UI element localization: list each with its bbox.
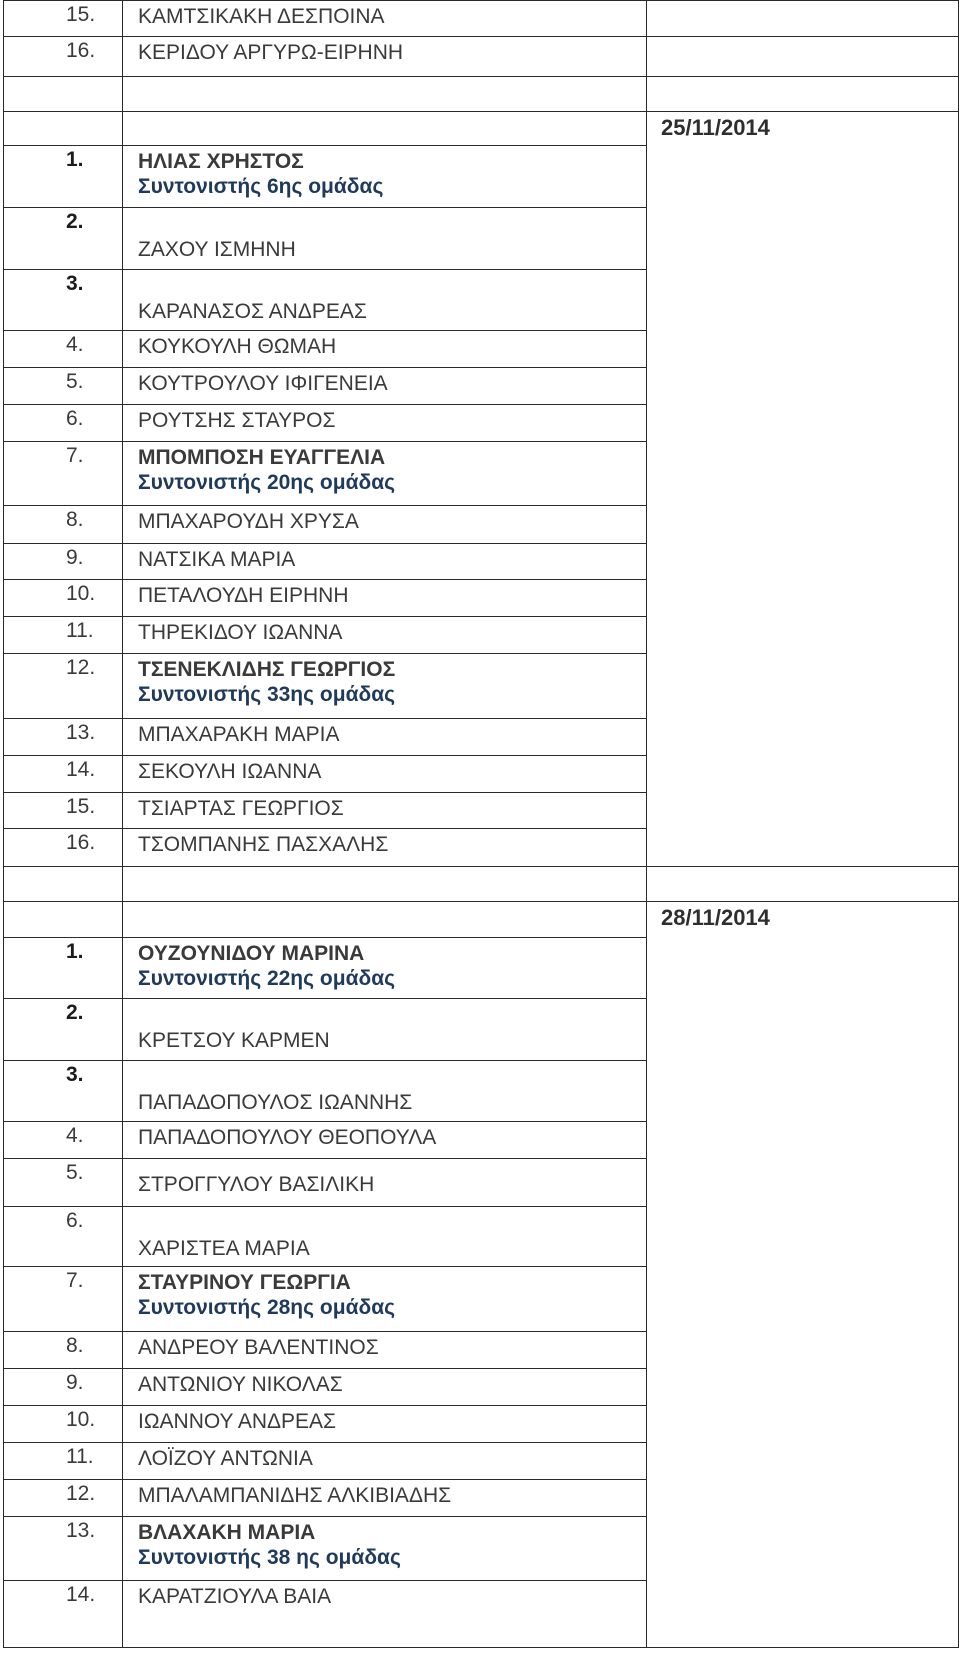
- date-cell: [647, 112, 959, 867]
- participant-name: [123, 902, 646, 906]
- row-number-cell: [4, 756, 123, 793]
- row-number: [4, 77, 122, 79]
- participants-table-body: [4, 1, 959, 1648]
- coordinator-label: Συντονιστής 33ης ομάδας: [138, 683, 396, 706]
- participant-name: ΚΟΥΚΟΥΛΗ ΘΩΜΑΗ: [138, 335, 337, 358]
- row-number-cell: [4, 1517, 123, 1581]
- row-number: 4.: [66, 1124, 84, 1147]
- participant-name: ΗΛΙΑΣ ΧΡΗΣΤΟΣ: [138, 150, 304, 173]
- participant-name: ΧΑΡΙΣΤΕΑ ΜΑΡΙΑ: [138, 1237, 310, 1260]
- table-row: [4, 77, 959, 112]
- participant-name: ΙΩΑΝΝΟΥ ΑΝΔΡΕΑΣ: [138, 1410, 337, 1433]
- participant-name: ΡΟΥΤΣΗΣ ΣΤΑΥΡΟΣ: [138, 409, 336, 432]
- row-number-cell: [4, 1332, 123, 1369]
- row-number: 1.: [66, 148, 84, 171]
- participant-name: ΤΗΡΕΚΙΔΟΥ ΙΩΑΝΝΑ: [138, 621, 343, 644]
- name-cell: [123, 1159, 647, 1207]
- participant-name: ΠΑΠΑΔΟΠΟΥΛΟΥ ΘΕΟΠΟΥΛΑ: [138, 1126, 437, 1149]
- date-cell: [647, 1, 959, 37]
- name-cell: [123, 1207, 647, 1267]
- participant-name: ΚΑΜΤΣΙΚΑΚΗ ΔΕΣΠΟΙΝΑ: [138, 5, 385, 28]
- row-number-cell: [4, 77, 123, 112]
- coordinator-label: Συντονιστής 20ης ομάδας: [138, 471, 396, 494]
- participant-name: ΒΛΑΧΑΚΗ ΜΑΡΙΑ: [138, 1521, 316, 1544]
- row-number-cell: [4, 1267, 123, 1332]
- row-number: 4.: [66, 333, 84, 356]
- row-number-cell: [4, 506, 123, 544]
- name-cell: [123, 544, 647, 580]
- name-cell: [123, 902, 647, 938]
- name-cell: [123, 1369, 647, 1406]
- name-cell: [123, 1517, 647, 1581]
- row-number: 10.: [66, 582, 96, 605]
- row-number-cell: [4, 867, 123, 902]
- name-cell: [123, 719, 647, 756]
- row-number-cell: [4, 719, 123, 756]
- row-number: 2.: [66, 210, 84, 233]
- row-number: 12.: [66, 1482, 96, 1505]
- name-cell: [123, 1332, 647, 1369]
- participants-table: [3, 0, 959, 1648]
- name-cell: [123, 442, 647, 506]
- coordinator-label: Συντονιστής 38 ης ομάδας: [138, 1546, 401, 1569]
- row-number-cell: [4, 331, 123, 368]
- participant-name: ΚΕΡΙΔΟΥ ΑΡΓΥΡΩ-ΕΙΡΗΝΗ: [138, 41, 404, 64]
- name-cell: [123, 208, 647, 270]
- row-number-cell: [4, 442, 123, 506]
- name-cell: [123, 1122, 647, 1159]
- row-number: 3.: [66, 1063, 84, 1086]
- row-number: 7.: [66, 444, 84, 467]
- row-number: 14.: [66, 1583, 96, 1606]
- participant-name: ΑΝΔΡΕΟΥ ΒΑΛΕΝΤΙΝΟΣ: [138, 1336, 379, 1359]
- row-number: 13.: [66, 721, 96, 744]
- name-cell: [123, 368, 647, 405]
- row-number: 2.: [66, 1001, 84, 1024]
- name-cell: [123, 1443, 647, 1480]
- date-cell: [647, 77, 959, 112]
- row-number: [4, 902, 122, 904]
- row-number-cell: [4, 405, 123, 442]
- name-cell: [123, 867, 647, 902]
- name-cell: [123, 506, 647, 544]
- row-number-cell: [4, 1159, 123, 1207]
- participant-name: ΜΠΑΧΑΡΑΚΗ ΜΑΡΙΑ: [138, 723, 340, 746]
- participant-name: ΛΟΪΖΟΥ ΑΝΤΩΝΙΑ: [138, 1447, 313, 1470]
- participant-name: ΣΕΚΟΥΛΗ ΙΩΑΝΝΑ: [138, 760, 322, 783]
- row-number-cell: [4, 112, 123, 146]
- row-number-cell: [4, 1406, 123, 1443]
- participant-name: ΚΟΥΤΡΟΥΛΟΥ ΙΦΙΓΕΝΕΙΑ: [138, 372, 388, 395]
- row-number: 6.: [66, 1209, 84, 1232]
- row-number: 15.: [66, 3, 96, 26]
- row-number: 11.: [66, 1445, 94, 1468]
- name-cell: [123, 112, 647, 146]
- name-cell: [123, 580, 647, 617]
- row-number-cell: [4, 1581, 123, 1648]
- row-number: 15.: [66, 795, 96, 818]
- session-date: 25/11/2014: [661, 115, 770, 140]
- row-number-cell: [4, 1443, 123, 1480]
- row-number: 5.: [66, 370, 84, 393]
- name-cell: [123, 829, 647, 867]
- name-cell: [123, 331, 647, 368]
- participant-name: ΚΑΡΑΝΑΣΟΣ ΑΝΔΡΕΑΣ: [138, 300, 367, 323]
- participant-name: ΤΣΟΜΠΑΝΗΣ ΠΑΣΧΑΛΗΣ: [138, 833, 389, 856]
- row-number: 16.: [66, 39, 96, 62]
- participant-name: ΑΝΤΩΝΙΟΥ ΝΙΚΟΛΑΣ: [138, 1373, 343, 1396]
- participant-name: ΜΠΟΜΠΟΣΗ ΕΥΑΓΓΕΛΙΑ: [138, 446, 386, 469]
- name-cell: [123, 1581, 647, 1648]
- date-cell: [647, 37, 959, 77]
- participant-name: ΚΡΕΤΣΟΥ ΚΑΡΜΕΝ: [138, 1029, 330, 1052]
- row-number: 9.: [66, 546, 84, 569]
- participant-name: ΠΑΠΑΔΟΠΟΥΛΟΣ ΙΩΑΝΝΗΣ: [138, 1091, 413, 1114]
- row-number-cell: [4, 1369, 123, 1406]
- participant-name: ΚΑΡΑΤΖΙΟΥΛΑ ΒΑΙΑ: [138, 1585, 332, 1608]
- row-number-cell: [4, 793, 123, 829]
- row-number: 5.: [66, 1161, 84, 1184]
- name-cell: [123, 146, 647, 208]
- table-row: [4, 1, 959, 37]
- row-number-cell: [4, 938, 123, 999]
- row-number-cell: [4, 1122, 123, 1159]
- coordinator-label: Συντονιστής 6ης ομάδας: [138, 175, 384, 198]
- name-cell: [123, 1406, 647, 1443]
- participant-name: ΖΑΧΟΥ ΙΣΜΗΝΗ: [138, 238, 296, 261]
- row-number-cell: [4, 1, 123, 37]
- row-number: 7.: [66, 1269, 84, 1292]
- row-number: 3.: [66, 272, 84, 295]
- row-number: 12.: [66, 656, 96, 679]
- name-cell: [123, 793, 647, 829]
- name-cell: [123, 617, 647, 654]
- table-row: [4, 37, 959, 77]
- participant-name: ΤΣΕΝΕΚΛΙΔΗΣ ΓΕΩΡΓΙΟΣ: [138, 658, 396, 681]
- row-number: 9.: [66, 1371, 84, 1394]
- row-number-cell: [4, 654, 123, 719]
- row-number-cell: [4, 999, 123, 1061]
- date-cell: [647, 867, 959, 902]
- row-number-cell: [4, 368, 123, 405]
- participant-name: [123, 112, 646, 116]
- session-date: 28/11/2014: [661, 905, 770, 930]
- date-cell: [647, 902, 959, 1648]
- participant-name: ΠΕΤΑΛΟΥΔΗ ΕΙΡΗΝΗ: [138, 584, 349, 607]
- row-number-cell: [4, 902, 123, 938]
- row-number-cell: [4, 208, 123, 270]
- table-row: [4, 902, 959, 938]
- row-number: 10.: [66, 1408, 96, 1431]
- row-number-cell: [4, 617, 123, 654]
- participant-name: ΜΠΑΧΑΡΟΥΔΗ ΧΡΥΣΑ: [138, 510, 359, 533]
- name-cell: [123, 37, 647, 77]
- name-cell: [123, 756, 647, 793]
- participant-name: ΤΣΙΑΡΤΑΣ ΓΕΩΡΓΙΟΣ: [138, 797, 344, 820]
- row-number: [4, 112, 122, 114]
- name-cell: [123, 999, 647, 1061]
- row-number-cell: [4, 1207, 123, 1267]
- name-cell: [123, 1, 647, 37]
- name-cell: [123, 77, 647, 112]
- participant-name: ΜΠΑΛΑΜΠΑΝΙΔΗΣ ΑΛΚΙΒΙΑΔΗΣ: [138, 1484, 452, 1507]
- participant-name: [123, 867, 646, 871]
- row-number-cell: [4, 37, 123, 77]
- row-number: 8.: [66, 508, 84, 531]
- name-cell: [123, 270, 647, 331]
- participant-name: ΟΥΖΟΥΝΙΔΟΥ ΜΑΡΙΝΑ: [138, 942, 365, 965]
- row-number-cell: [4, 580, 123, 617]
- name-cell: [123, 1267, 647, 1332]
- row-number-cell: [4, 1061, 123, 1122]
- name-cell: [123, 405, 647, 442]
- row-number-cell: [4, 829, 123, 867]
- participant-name: ΣΤΡΟΓΓΥΛΟΥ ΒΑΣΙΛΙΚΗ: [138, 1173, 375, 1196]
- table-row: [4, 112, 959, 146]
- row-number: 8.: [66, 1334, 84, 1357]
- row-number: 14.: [66, 758, 96, 781]
- row-number: 16.: [66, 831, 96, 854]
- row-number-cell: [4, 1480, 123, 1517]
- participant-name: [123, 77, 646, 81]
- table-row: [4, 867, 959, 902]
- name-cell: [123, 1480, 647, 1517]
- name-cell: [123, 1061, 647, 1122]
- row-number: 1.: [66, 940, 84, 963]
- row-number: 13.: [66, 1519, 96, 1542]
- coordinator-label: Συντονιστής 22ης ομάδας: [138, 967, 396, 990]
- participant-name: ΣΤΑΥΡΙΝΟΥ ΓΕΩΡΓΙΑ: [138, 1271, 351, 1294]
- name-cell: [123, 938, 647, 999]
- participant-name: ΝΑΤΣΙΚΑ ΜΑΡΙΑ: [138, 548, 296, 571]
- row-number: [4, 867, 122, 869]
- row-number: 6.: [66, 407, 84, 430]
- name-cell: [123, 654, 647, 719]
- row-number-cell: [4, 146, 123, 208]
- coordinator-label: Συντονιστής 28ης ομάδας: [138, 1296, 396, 1319]
- row-number-cell: [4, 270, 123, 331]
- row-number: 11.: [66, 619, 94, 642]
- row-number-cell: [4, 544, 123, 580]
